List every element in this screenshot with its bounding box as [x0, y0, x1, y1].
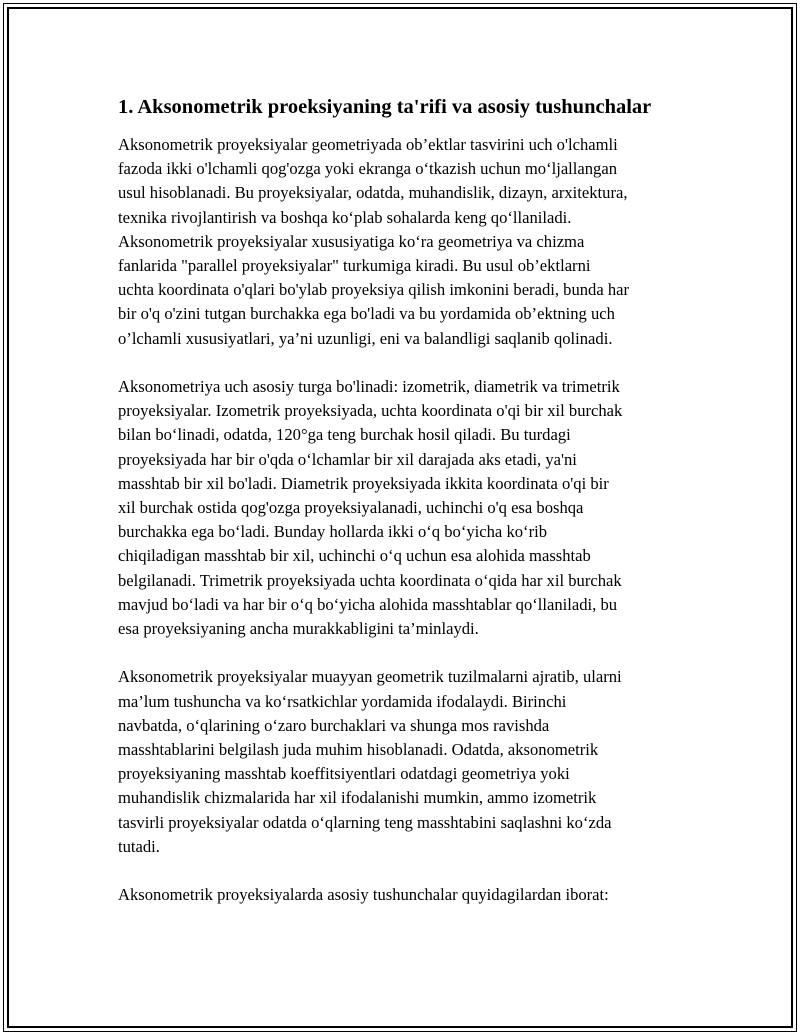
paragraph [118, 883, 680, 907]
paragraph-line: belgilanadi. Trimetrik proyeksiyada uchta koordinata o‘qida har xil burchak [118, 570, 622, 590]
paragraph-line: uchta koordinata o'qlari bo'ylab proyeksiya qilish imkonini beradi, bunda har [118, 280, 630, 300]
paragraph-line: Aksonometriya uch asosiy turga bo'linadi: izometrik, diametrik va trimetrik [118, 377, 620, 397]
paragraph-line: Aksonometrik proyeksiyalar muayyan geometrik tuzilmalarni ajratib, ularni [118, 667, 622, 687]
paragraph-line: proyeksiyalar. Izometrik proyeksiyada, uchta koordinata o'qi bir xil burchak [118, 401, 623, 421]
paragraph-line: fazoda ikki o'lchamli qog'ozga yoki ekranga o‘tkazish uchun mo‘ljallangan [118, 159, 618, 179]
paragraph-line: bir o'q o'zini tutgan burchakka ega bo'ladi va bu yordamida ob’ektning uch [118, 304, 615, 324]
paragraph-line: masshtab bir xil bo'ladi. Diametrik proyeksiyada ikkita koordinata o'qi bir [118, 473, 609, 493]
paragraph-line: masshtablarini belgilash juda muhim hisoblanadi. Odatda, aksonometrik [118, 740, 599, 760]
paragraph-line: fanlarida "parallel proyeksiyalar" turkumiga kiradi. Bu usul ob’ektlarni [118, 256, 591, 276]
paragraph-line: Aksonometrik proyeksiyalarda asosiy tushunchalar quyidagilardan iborat: [118, 885, 609, 905]
paragraph-line: esa proyeksiyaning ancha murakkabligini ta’minlaydi. [118, 619, 479, 639]
paragraph-line: ma’lum tushuncha va ko‘rsatkichlar yordamida ifodalaydi. Birinchi [118, 691, 567, 711]
section-heading: 1. Aksonometrik proeksiyaning ta'rifi va asosiy tushunchalar [118, 96, 652, 118]
paragraph [118, 375, 680, 641]
paragraph-line: proyeksiyaning masshtab koeffitsiyentlari odatdagi geometriya yoki [118, 764, 570, 784]
paragraph-line: texnika rivojlantirish va boshqa ko‘plab sohalarda keng qo‘llaniladi. [118, 207, 572, 227]
paragraph-line: burchakka ega bo‘ladi. Bunday hollarda ikki o‘q bo‘yicha ko‘rib [118, 522, 547, 542]
paragraph-line: xil burchak ostida qog'ozga proyeksiyalanadi, uchinchi o'q esa boshqa [118, 498, 584, 518]
paragraph-line: chiqiladigan masshtab bir xil, uchinchi o‘q uchun esa alohida masshtab [118, 546, 591, 566]
paragraph-line: muhandislik chizmalarida har xil ifodalanishi mumkin, ammo izometrik [118, 788, 597, 808]
paragraph-line: mavjud bo‘ladi va har bir o‘q bo‘yicha alohida masshtablar qo‘llaniladi, bu [118, 594, 618, 614]
paragraph-line: o’lchamli xususiyatlari, ya’ni uzunligi, eni va balandligi saqlanib qolinadi. [118, 328, 613, 348]
paragraph-line: usul hisoblanadi. Bu proyeksiyalar, odatda, muhandislik, dizayn, arxitektura, [118, 183, 628, 203]
paragraph-list [118, 133, 680, 907]
paragraph-line: proyeksiyada har bir o'qda o‘lchamlar bir xil darajada aks etadi, ya'ni [118, 449, 577, 469]
paragraph-line: navbatda, o‘qlarining o‘zaro burchaklari va shunga mos ravishda [118, 715, 550, 735]
paragraph-line: bilan bo‘linadi, odatda, 120°ga teng burchak hosil qiladi. Bu turdagi [118, 425, 571, 445]
paragraph [118, 665, 680, 859]
paragraph-line: Aksonometrik proyeksiyalar xususiyatiga ko‘ra geometriya va chizma [118, 231, 585, 251]
paragraph-line: tasvirli proyeksiyalar odatda o‘qlarning teng masshtabini saqlashni ko‘zda [118, 812, 612, 832]
paragraph-line: Aksonometrik proyeksiyalar geometriyada ob’ektlar tasvirini uch o'lchamli [118, 135, 618, 154]
paragraph [118, 133, 680, 351]
document-body [118, 94, 680, 932]
paragraph-line: tutadi. [118, 836, 160, 856]
